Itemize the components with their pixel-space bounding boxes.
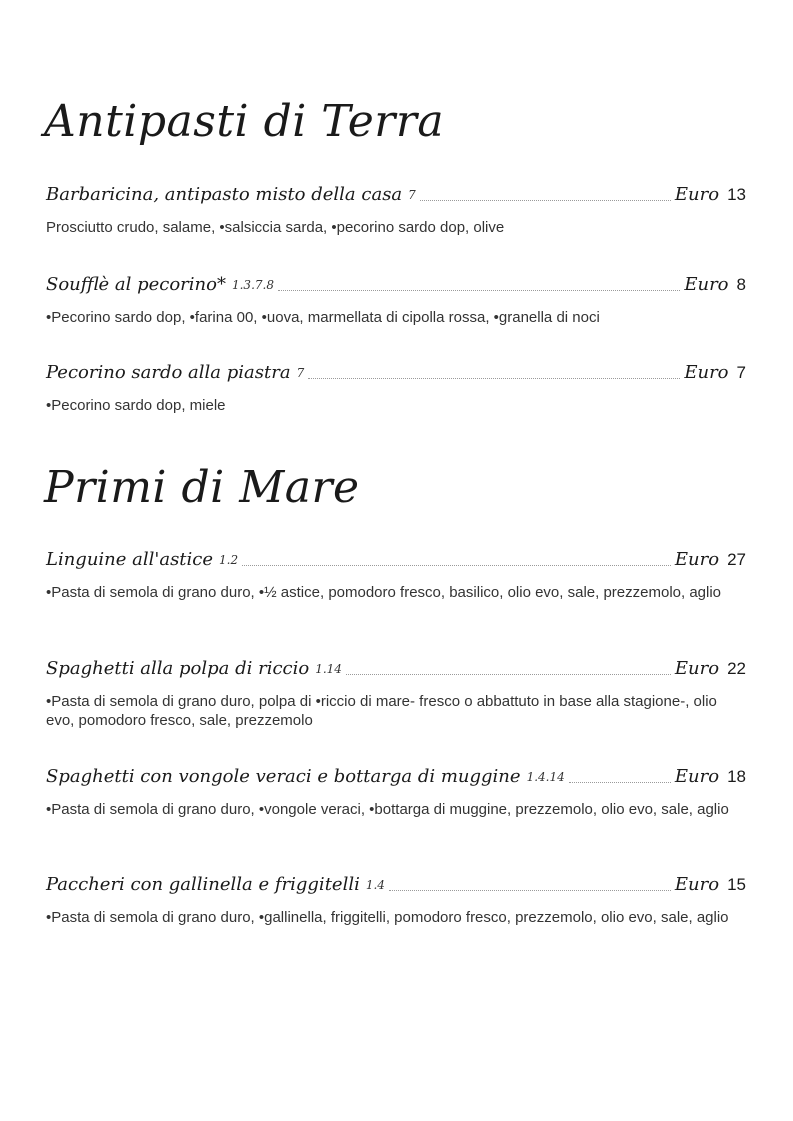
menu-item xyxy=(46,180,746,237)
item-header xyxy=(46,545,746,571)
price-value: 18 xyxy=(727,767,746,786)
item-price xyxy=(684,274,746,296)
item-name: Linguine all'astice xyxy=(46,549,214,570)
item-price xyxy=(675,874,746,896)
item-header xyxy=(46,654,746,680)
dot-leader xyxy=(389,890,671,891)
item-header xyxy=(46,762,746,788)
dot-leader xyxy=(308,378,680,379)
dot-leader xyxy=(346,674,671,675)
item-header xyxy=(46,270,746,296)
item-allergens: 1.3.7.8 xyxy=(231,278,274,292)
item-header xyxy=(46,358,746,384)
item-header xyxy=(46,870,746,896)
section-title-antipasti: Antipasti di Terra xyxy=(44,96,445,147)
item-description: •Pecorino sardo dop, miele xyxy=(46,397,226,414)
price-currency: Euro xyxy=(674,549,720,570)
item-description: •Pecorino sardo dop, •farina 00, •uova, marmellata di cipolla rossa, •granella di noci xyxy=(46,309,600,326)
item-description: Prosciutto crudo, salame, •salsiccia sarda, •pecorino sardo dop, olive xyxy=(46,219,505,236)
item-description: •Pasta di semola di grano duro, •vongole veraci, •bottarga di muggine, prezzemolo, olio evo, sale, aglio xyxy=(46,801,729,818)
item-allergens: 1.4.14 xyxy=(526,770,565,784)
item-allergens: 7 xyxy=(408,188,416,202)
item-allergens: 7 xyxy=(296,366,305,380)
item-name: Spaghetti con vongole veraci e bottarga di muggine xyxy=(46,766,521,787)
menu-item xyxy=(46,270,746,327)
price-currency: Euro xyxy=(674,184,720,205)
item-allergens: 1.4 xyxy=(365,878,385,892)
item-header xyxy=(46,180,746,206)
price-value: 27 xyxy=(727,550,746,569)
item-price xyxy=(675,549,746,571)
item-description: •Pasta di semola di grano duro, •½ astice, pomodoro fresco, basilico, olio evo, sale, prezzemolo, aglio xyxy=(46,584,722,601)
dot-leader xyxy=(278,290,680,291)
item-description: •Pasta di semola di grano duro, polpa di •riccio di mare- fresco o abbattuto in base alla stagione-, olio evo, pomodoro fresco, sale, prezzemolo xyxy=(46,693,717,729)
item-price xyxy=(675,658,746,680)
dot-leader xyxy=(569,782,671,783)
price-currency: Euro xyxy=(674,766,720,787)
item-name: Pecorino sardo alla piastra xyxy=(46,362,291,383)
item-name: Paccheri con gallinella e friggitelli xyxy=(46,874,360,895)
menu-item xyxy=(46,545,746,602)
item-name: Soufflè al pecorino* xyxy=(46,274,226,295)
price-currency: Euro xyxy=(684,362,729,383)
price-value: 8 xyxy=(736,275,746,294)
item-name: Barbaricina, antipasto misto della casa xyxy=(46,184,403,205)
price-value: 7 xyxy=(736,363,746,382)
item-name: Spaghetti alla polpa di riccio xyxy=(46,658,310,679)
menu-item xyxy=(46,870,746,927)
price-value: 22 xyxy=(727,659,746,678)
item-price xyxy=(675,184,746,206)
menu-item xyxy=(46,358,746,415)
price-currency: Euro xyxy=(674,874,720,895)
price-value: 15 xyxy=(727,875,746,894)
price-currency: Euro xyxy=(674,658,720,679)
item-price xyxy=(675,766,746,788)
item-allergens: 1.14 xyxy=(315,662,342,676)
menu-item xyxy=(46,762,746,819)
dot-leader xyxy=(420,200,671,201)
item-allergens: 1.2 xyxy=(219,553,239,567)
item-price xyxy=(684,362,746,384)
price-currency: Euro xyxy=(684,274,729,295)
price-value: 13 xyxy=(727,185,746,204)
dot-leader xyxy=(242,565,671,566)
menu-item xyxy=(46,654,746,730)
section-title-primi: Primi di Mare xyxy=(44,462,360,513)
item-description: •Pasta di semola di grano duro, •gallinella, friggitelli, pomodoro fresco, prezzemolo, olio evo, sale, aglio xyxy=(46,909,729,926)
